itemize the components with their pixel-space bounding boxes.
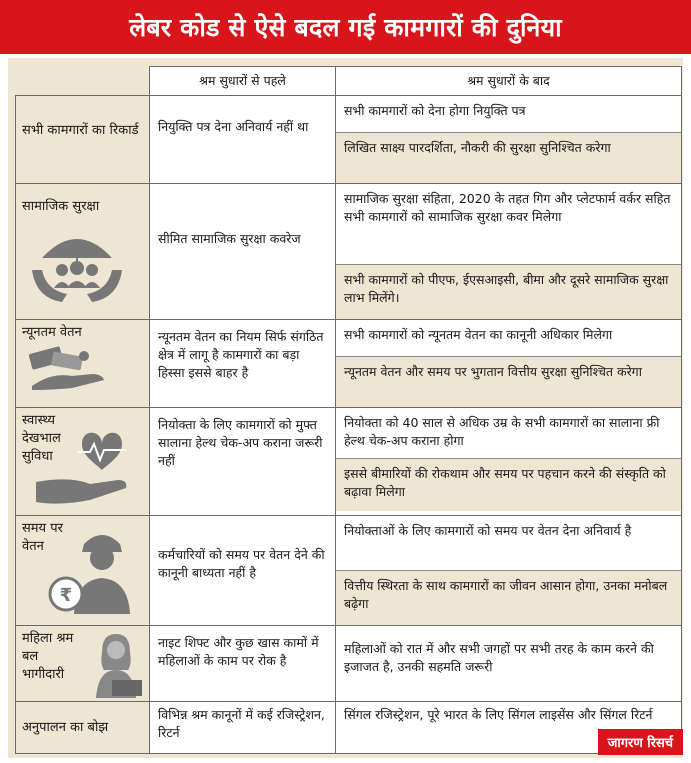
category-label: स्वास्थ्य देखभाल सुविधा bbox=[22, 413, 61, 464]
row-category bbox=[16, 516, 150, 626]
row-category bbox=[16, 320, 150, 408]
cash-hand-icon bbox=[22, 346, 112, 392]
category-label: सामाजिक सुरक्षा bbox=[22, 199, 100, 214]
before-text: सीमित सामाजिक सुरक्षा कवरेज bbox=[158, 231, 301, 246]
heart-pulse-hand-icon bbox=[30, 422, 140, 512]
after-point: वित्तीय स्थिरता के साथ कामगारों का जीवन आसान होगा, उनका मनोबल बढ़ेगा bbox=[336, 570, 681, 625]
source-badge: जागरण रिसर्च bbox=[598, 729, 683, 755]
row-category bbox=[16, 96, 150, 184]
table-row bbox=[16, 184, 682, 320]
table-row bbox=[16, 320, 682, 408]
row-before bbox=[150, 320, 336, 408]
row-category bbox=[16, 626, 150, 702]
after-point: न्यूनतम वेतन और समय पर भुगतान वित्तीय सुरक्षा सुनिश्चित करेगा bbox=[336, 356, 681, 407]
after-point: लिखित साक्ष्य पारदर्शिता, नौकरी की सुरक्षा सुनिश्चित करेगा bbox=[336, 132, 681, 183]
table-row bbox=[16, 516, 682, 626]
row-before bbox=[150, 516, 336, 626]
row-category bbox=[16, 702, 150, 754]
row-before bbox=[150, 96, 336, 184]
row-category bbox=[16, 184, 150, 320]
worker-rupee-icon bbox=[44, 522, 144, 618]
header-before: श्रम सुधारों से पहले bbox=[150, 67, 336, 96]
row-after bbox=[336, 184, 682, 320]
table-row bbox=[16, 408, 682, 516]
before-text: विभिन्न श्रम कानूनों में कई रजिस्ट्रेशन, रिटर्न bbox=[158, 707, 325, 740]
after-point: नियोक्ता को 40 साल से अधिक उम्र के सभी कामगारों का सालाना फ्री हेल्थ चेक-अप कराना होगा bbox=[344, 415, 660, 448]
after-point: सभी कामगारों को पीएफ, ईएसआइसी, बीमा और दूसरे सामाजिक सुरक्षा लाभ मिलेंगे। bbox=[336, 264, 681, 319]
row-after bbox=[336, 626, 682, 702]
category-label: समय पर वेतन bbox=[22, 521, 63, 554]
header-after: श्रम सुधारों के बाद bbox=[336, 67, 682, 96]
row-category bbox=[16, 408, 150, 516]
before-text: कर्मचारियों को समय पर वेतन देने की कानूनी बाध्यता नहीं है bbox=[158, 547, 325, 580]
row-before bbox=[150, 184, 336, 320]
row-after bbox=[336, 408, 682, 516]
table-row bbox=[16, 702, 682, 754]
table-row bbox=[16, 96, 682, 184]
page-title: लेबर कोड से ऐसे बदल गई कामगारों की दुनिया bbox=[0, 0, 691, 54]
svg-text:₹: ₹ bbox=[59, 585, 73, 606]
before-text: नियुक्ति पत्र देना अनिवार्य नहीं था bbox=[158, 119, 309, 134]
row-after bbox=[336, 516, 682, 626]
after-point: इससे बीमारियों की रोकथाम और समय पर पहचान करने की संस्कृति को बढ़ावा मिलेगा bbox=[336, 458, 681, 511]
category-label: न्यूनतम वेतन bbox=[22, 325, 82, 340]
category-label: महिला श्रम बल भागीदारी bbox=[22, 631, 74, 682]
umbrella-family-hands-icon bbox=[22, 220, 132, 310]
row-before bbox=[150, 702, 336, 754]
before-text: नियोक्ता के लिए कामगारों को मुफ्त सालाना हेल्थ चेक-अप कराना जरूरी नहीं bbox=[158, 417, 323, 468]
header-blank bbox=[16, 67, 150, 96]
after-point: नियोक्ताओं के लिए कामगारों को समय पर वेतन देना अनिवार्य है bbox=[344, 523, 632, 538]
category-label: अनुपालन का बोझ bbox=[22, 719, 109, 735]
after-point: सामाजिक सुरक्षा संहिता, 2020 के तहत गिग और प्लेटफार्म वर्कर सहित सभी कामगारों को सामाजिक सुरक्षा कवर मिलेगा bbox=[344, 191, 671, 224]
after-point: सभी कामगारों को देना होगा नियुक्ति पत्र bbox=[344, 103, 526, 118]
row-after bbox=[336, 320, 682, 408]
category-label: सभी कामगारों का रिकार्ड bbox=[22, 123, 139, 138]
after-point: सिंगल रजिस्ट्रेशन, पूरे भारत के लिए सिंगल लाइसेंस और सिंगल रिटर्न bbox=[344, 707, 653, 722]
row-before bbox=[150, 408, 336, 516]
before-text: न्यूनतम वेतन का नियम सिर्फ संगठित क्षेत्र में लागू है कामगारों का बड़ा हिस्सा इससे बाहर है bbox=[158, 329, 324, 380]
table-row bbox=[16, 626, 682, 702]
before-text: नाइट शिफ्ट और कुछ खास कामों में महिलाओं के काम पर रोक है bbox=[158, 635, 319, 668]
after-point: सभी कामगारों को न्यूनतम वेतन का कानूनी अधिकार मिलेगा bbox=[344, 327, 613, 342]
woman-laptop-icon bbox=[82, 630, 146, 700]
after-point: महिलाओं को रात में और सभी जगहों पर सभी तरह के काम करने की इजाजत है, उनकी सहमति जरूरी bbox=[344, 641, 654, 674]
row-before bbox=[150, 626, 336, 702]
row-after bbox=[336, 96, 682, 184]
comparison-table bbox=[15, 66, 682, 754]
